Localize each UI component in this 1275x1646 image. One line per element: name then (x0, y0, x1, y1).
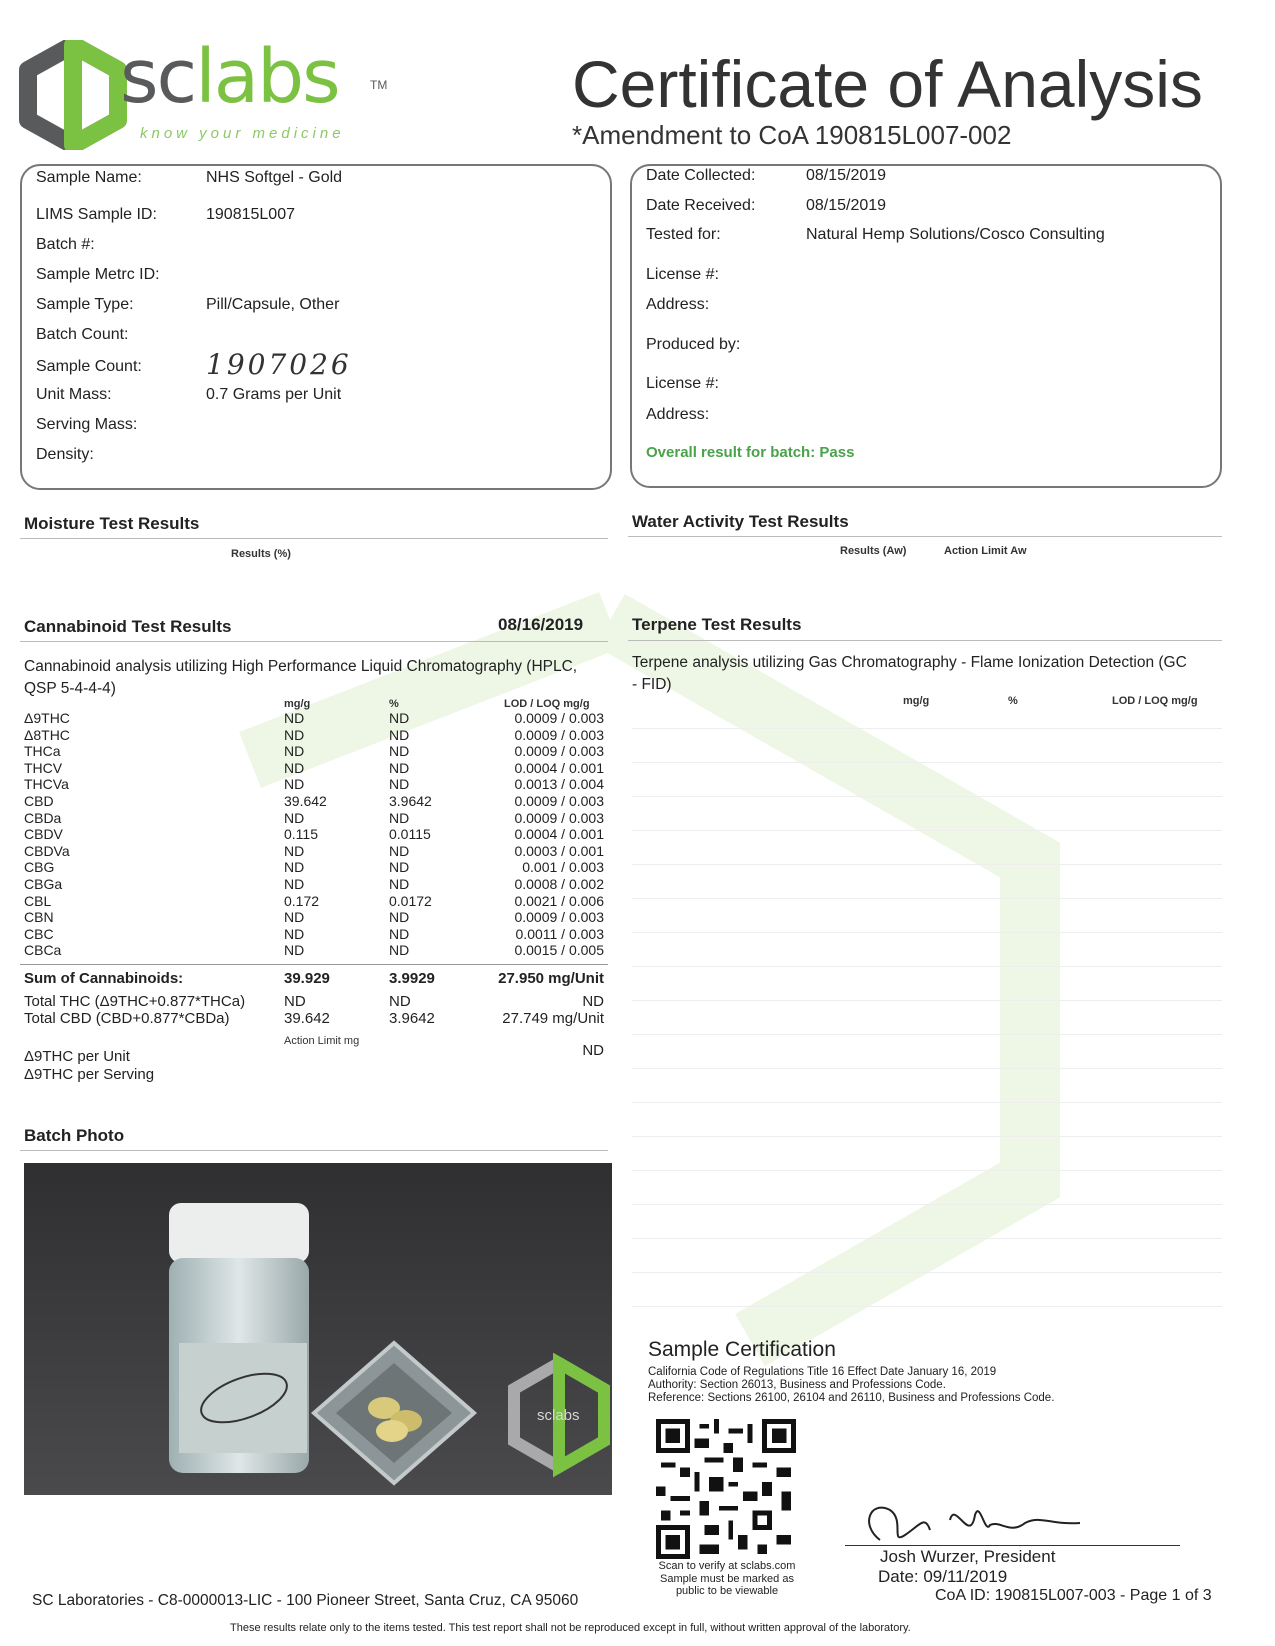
action-limit-label: Action Limit mg (284, 1035, 360, 1047)
water-activity-title: Water Activity Test Results (632, 512, 849, 531)
table-row: CBN ND ND 0.0009 / 0.003 (24, 909, 604, 926)
hexagon-logo-icon (18, 40, 128, 150)
table-row: CBDV 0.115 0.0115 0.0004 / 0.001 (24, 826, 604, 843)
cert-line: Authority: Section 26013, Business and Professions Code. (648, 1379, 946, 1391)
cannabinoid-date: 08/16/2019 (498, 615, 584, 634)
qr-caption-line: Scan to verify at sclabs.com (658, 1560, 796, 1572)
footer-address: SC Laboratories - C8-0000013-LIC - 100 Pioneer Street, Santa Cruz, CA 95060 (32, 1592, 579, 1609)
terp-col-mg: mg/g (903, 695, 930, 707)
table-row: THCV ND ND 0.0004 / 0.001 (24, 759, 604, 776)
terpene-title: Terpene Test Results (632, 615, 802, 634)
table-row: CBC ND ND 0.0011 / 0.003 (24, 925, 604, 942)
thc-per-unit-row: Δ9THC per Unit ND (24, 1042, 604, 1065)
thc-per-serving-row: Δ9THC per Serving (24, 1066, 155, 1083)
terpene-description: Terpene analysis utilizing Gas Chromatography - Flame Ionization Detection (GC - FID) (632, 654, 1187, 693)
table-row: Δ9THC ND ND 0.0009 / 0.003 (24, 710, 604, 726)
photo-logo-text: sclabs (537, 1407, 580, 1424)
total-thc-row: Total THC (Δ9THC+0.877*THCa) ND ND ND (24, 993, 604, 1010)
overall-result: Overall result for batch: Pass (646, 444, 855, 461)
table-row: CBGa ND ND 0.0008 / 0.002 (24, 876, 604, 892)
water-results-header: Results (Aw) (840, 545, 907, 557)
page-title: Certificate of Analysis (572, 47, 1203, 121)
cannabinoid-rule (20, 641, 608, 642)
water-activity-rule (628, 536, 1222, 537)
brand-name: sclabs (120, 34, 339, 120)
table-row: THCa ND ND 0.0009 / 0.003 (24, 743, 604, 760)
terp-col-pct: % (1008, 695, 1018, 707)
certification-title: Sample Certification (648, 1338, 836, 1361)
table-row: CBL 0.172 0.0172 0.0021 / 0.006 (24, 892, 604, 909)
cert-line: Reference: Sections 26100, 26104 and 26110, Business and Professions Code. (648, 1392, 1055, 1404)
moisture-results-header: Results (%) (231, 548, 291, 560)
footer-disclaimer: These results relate only to the items tested. This test report shall not be reproduced except in full, without written approval of the laboratory. (230, 1622, 911, 1634)
qr-code-icon[interactable] (656, 1419, 796, 1559)
total-cbd-row: Total CBD (CBD+0.877*CBDa) 39.642 3.9642 27.749 mg/Unit (24, 1010, 604, 1027)
col-header-lod: LOD / LOQ mg/g (504, 698, 590, 710)
qr-caption (642, 1560, 812, 1598)
cannabinoid-description: Cannabinoid analysis utilizing High Performance Liquid Chromatography (HPLC, QSP 5-4-4-4) (24, 658, 578, 697)
col-header-pct: % (389, 698, 399, 710)
qr-caption-line: public to be viewable (675, 1585, 779, 1597)
terp-col-lod: LOD / LOQ mg/g (1112, 695, 1198, 707)
sum-row: Sum of Cannabinoids: 39.929 3.9929 27.950 mg/Unit (24, 970, 604, 987)
table-row: CBDVa ND ND 0.0003 / 0.001 (24, 842, 604, 859)
terpene-rule (628, 640, 1222, 641)
batch-photo (24, 1163, 612, 1495)
amendment-note: *Amendment to CoA 190815L007-002 (572, 120, 1012, 150)
table-row: CBDa ND ND 0.0009 / 0.003 (24, 809, 604, 826)
signer-name: Josh Wurzer, President (880, 1547, 1056, 1566)
signature-image (850, 1495, 1100, 1555)
table-row: CBG ND ND 0.001 / 0.003 (24, 859, 604, 876)
moisture-rule (20, 538, 608, 539)
certification-text (648, 1366, 1208, 1405)
cannabinoid-title: Cannabinoid Test Results (24, 617, 232, 636)
table-row: THCVa ND ND 0.0013 / 0.004 (24, 776, 604, 793)
col-header-mg: mg/g (284, 698, 311, 710)
sample-info-box: Sample Name: NHS Softgel - Gold LIMS Sample ID: 190815L007 Batch #: Sample Metrc ID: Sample Type: Pill/Capsule, Other Batch Count: Sample Count: 1907026 Unit Mass: 0.7 Grams per Unit Serving Mass: Density: (20, 164, 612, 490)
cert-line: California Code of Regulations Title 16 Effect Date January 16, 2019 (648, 1366, 997, 1378)
batch-photo-title: Batch Photo (24, 1126, 125, 1145)
sum-rule (20, 964, 608, 965)
product-photo-illustration (24, 1163, 612, 1495)
table-row: CBD 39.642 3.9642 0.0009 / 0.003 (24, 793, 604, 809)
batch-photo-rule (20, 1150, 608, 1151)
trademark-mark: TM (370, 78, 388, 92)
signature-date: Date: 09/11/2019 (878, 1567, 1008, 1586)
water-limit-header: Action Limit Aw (944, 545, 1027, 557)
handwritten-count: 1907026 (206, 348, 352, 381)
signature-line (845, 1545, 1180, 1546)
table-row: Δ8THC ND ND 0.0009 / 0.003 (24, 726, 604, 743)
moisture-title: Moisture Test Results (24, 514, 200, 533)
brand-tagline: know your medicine (140, 125, 345, 142)
coa-id: CoA ID: 190815L007-003 - Page 1 of 3 (935, 1587, 1212, 1604)
client-info-box: Date Collected: 08/15/2019 Date Received: 08/15/2019 Tested for: Natural Hemp Solutions/Cosco Consulting License #: Address: Produced by: License #: Address: Overall result for batch: Pass (630, 164, 1222, 488)
table-row: CBCa ND ND 0.0015 / 0.005 (24, 942, 604, 959)
qr-caption-line: Sample must be marked as (660, 1572, 794, 1585)
